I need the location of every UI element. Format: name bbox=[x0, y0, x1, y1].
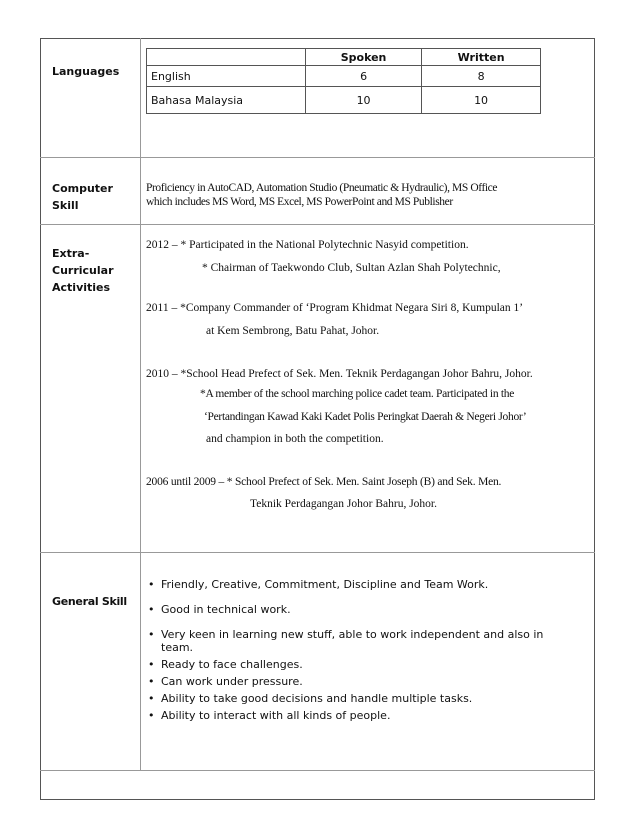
label-line: Skill bbox=[52, 199, 79, 212]
list-item: • Ability to interact with all kinds of people. bbox=[146, 709, 566, 722]
computer-skill-text: which includes MS Word, MS Excel, MS PowerPoint and MS Publisher bbox=[146, 196, 453, 208]
table-header-cell: Written bbox=[422, 49, 541, 66]
computer-skill-text: Proficiency in AutoCAD, Automation Studio (Pneumatic & Hydraulic), MS Office bbox=[146, 182, 498, 194]
general-skill-list bbox=[146, 578, 566, 726]
activity-line: and champion in both the competition. bbox=[206, 433, 384, 445]
label-line: Extra- bbox=[52, 247, 90, 260]
spoken-score: 6 bbox=[306, 66, 422, 87]
column-divider bbox=[140, 38, 141, 770]
written-score: 8 bbox=[422, 66, 541, 87]
written-score: 10 bbox=[422, 87, 541, 114]
table-row bbox=[147, 87, 541, 114]
extra-curricular-label bbox=[52, 245, 114, 296]
activity-line: 2006 until 2009 – * School Prefect of Sek. Men. Saint Joseph (B) and Sek. Men. bbox=[146, 476, 502, 488]
list-item: • Friendly, Creative, Commitment, Discipline and Team Work. bbox=[146, 578, 566, 591]
activity-line: at Kem Sembrong, Batu Pahat, Johor. bbox=[206, 325, 380, 337]
spoken-score: 10 bbox=[306, 87, 422, 114]
label-line: Curricular bbox=[52, 264, 114, 277]
list-item: • Ability to take good decisions and handle multiple tasks. bbox=[146, 692, 566, 705]
table-row bbox=[147, 66, 541, 87]
language-name: English bbox=[147, 66, 306, 87]
section-divider bbox=[40, 224, 595, 225]
activity-line: 2011 – *Company Commander of ‘Program Khidmat Negara Siri 8, Kumpulan 1’ bbox=[146, 302, 524, 314]
activity-line: Teknik Perdagangan Johor Bahru, Johor. bbox=[250, 498, 437, 510]
activity-line: * Chairman of Taekwondo Club, Sultan Azlan Shah Polytechnic, bbox=[202, 262, 501, 274]
list-item: • Good in technical work. bbox=[146, 603, 566, 616]
label-line: Computer bbox=[52, 182, 113, 195]
section-divider bbox=[40, 157, 595, 158]
label-line: Activities bbox=[52, 281, 111, 294]
general-skill-label: General Skill bbox=[52, 595, 127, 608]
table-header-cell bbox=[147, 49, 306, 66]
table-header-cell: Spoken bbox=[306, 49, 422, 66]
computer-skill-label bbox=[52, 180, 113, 214]
list-item: • Can work under pressure. bbox=[146, 675, 566, 688]
section-divider bbox=[40, 770, 595, 771]
activity-line: 2012 – * Participated in the National Polytechnic Nasyid competition. bbox=[146, 239, 469, 251]
section-divider bbox=[40, 552, 595, 553]
activity-line: 2010 – *School Head Prefect of Sek. Men. Teknik Perdagangan Johor Bahru, Johor. bbox=[146, 368, 533, 380]
list-item: • Very keen in learning new stuff, able to work independent and also in team. bbox=[146, 628, 566, 654]
language-name: Bahasa Malaysia bbox=[147, 87, 306, 114]
languages-label: Languages bbox=[52, 65, 120, 78]
activity-line: *A member of the school marching police cadet team. Participated in the bbox=[200, 388, 515, 400]
languages-table bbox=[146, 48, 541, 114]
list-item: • Ready to face challenges. bbox=[146, 658, 566, 671]
activity-line: ‘Pertandingan Kawad Kaki Kadet Polis Peringkat Daerah & Negeri Johor’ bbox=[204, 411, 527, 423]
table-header-row bbox=[147, 49, 541, 66]
